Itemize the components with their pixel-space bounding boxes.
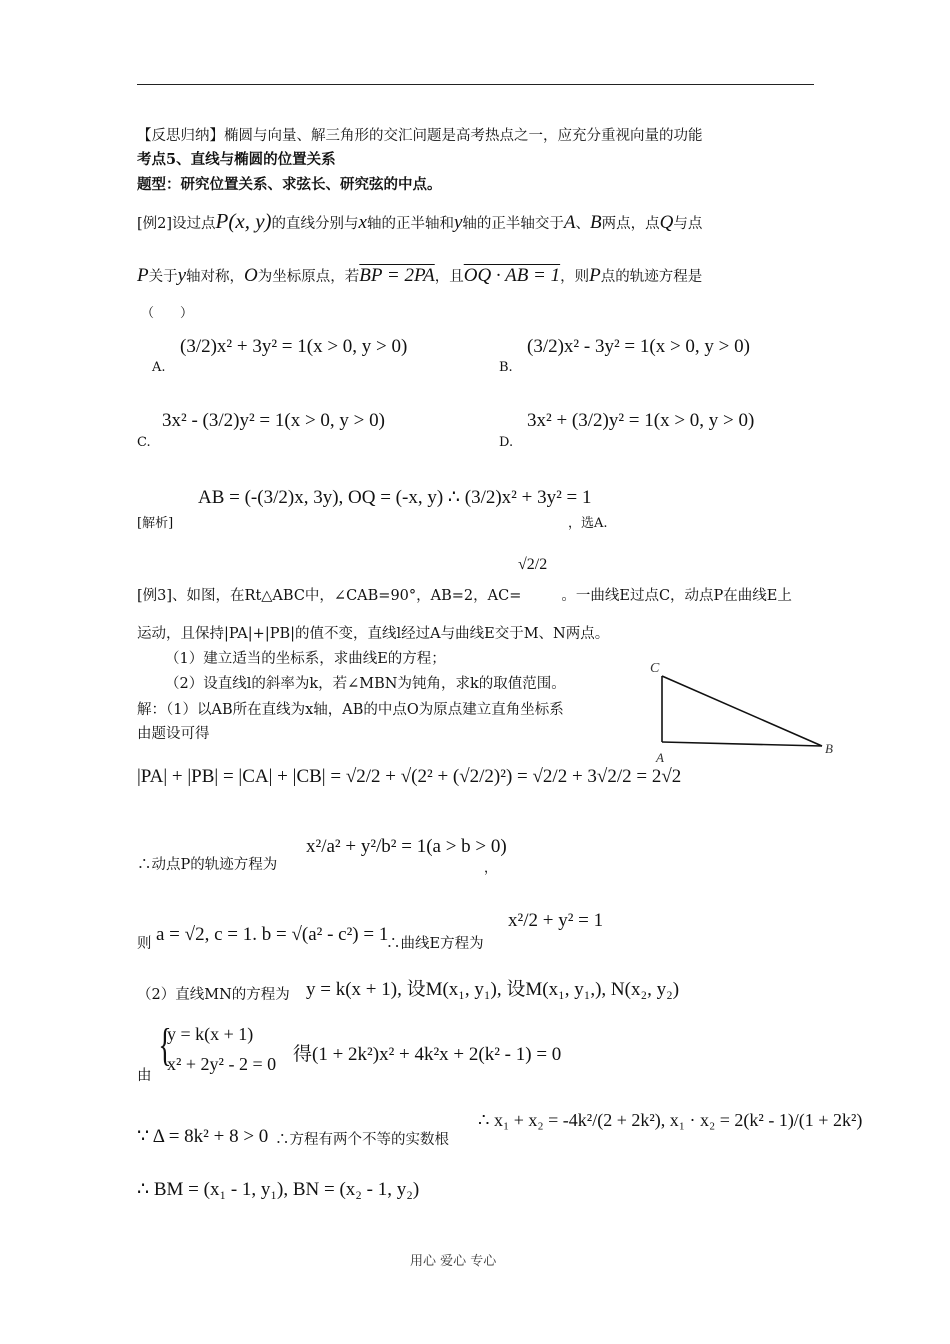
delta-eq: ∵ Δ = 8k² + 8 > 0 xyxy=(137,1126,269,1147)
locus-eq: x²/a² + y²/b² = 1(a > b > 0) xyxy=(306,836,507,857)
vertex-a-label: A xyxy=(656,750,664,765)
point-p: P(x, y) xyxy=(215,209,272,233)
locus-text: ∴动点P的轨迹方程为 xyxy=(137,857,278,873)
condition-bp: BP = 2PA xyxy=(359,265,435,286)
vectors-eq: ∴ BM = (x₁ - 1, y₁), BN = (x₂ - 1, y₂) xyxy=(137,1179,420,1200)
condition-oq: OQ · AB = 1 xyxy=(463,265,561,286)
locus-end: ， xyxy=(484,861,498,876)
triangle-figure xyxy=(640,650,840,765)
header-rule xyxy=(137,84,814,85)
system-result: 得(1 + 2k²)x² + 4k²x + 2(k² - 1) = 0 xyxy=(293,1044,562,1065)
ex3-sol2: 由题设可得 xyxy=(137,726,210,742)
analysis-label: [解析] xyxy=(137,516,174,531)
option-d-label: D. xyxy=(499,435,514,450)
params-eq: a = √2, c = 1. b = √(a² - c²) = 1 xyxy=(156,924,389,945)
system-brace: { xyxy=(158,1019,172,1070)
system-line2: x² + 2y² - 2 = 0 xyxy=(167,1054,277,1074)
ex2-line1: [例2]设过点P(x, y)的直线分别与x轴的正半轴和y轴的正半轴交于A、B两点，点Q与点 xyxy=(137,209,703,233)
question-type: 题型：研究位置关系、求弦长、研究弦的中点。 xyxy=(137,176,442,193)
section-title: 考点5、直线与椭圆的位置关系 xyxy=(137,151,336,168)
option-c-eq: 3x² - (3/2)y² = 1(x > 0, y > 0) xyxy=(162,410,385,431)
then-text: 则 xyxy=(137,936,152,952)
curve-eq: x²/2 + y² = 1 xyxy=(508,910,604,931)
ex3-line2: 运动，且保持|PA|+|PB|的值不变，直线l经过A与曲线E交于M、N两点。 xyxy=(137,626,610,642)
part2-text: （2）直线MN的方程为 xyxy=(137,987,290,1003)
part2-eq: y = k(x + 1), 设M(x₁, y₁), 设M(x₁, y₁,), N(x₂, y₂) xyxy=(306,979,680,1000)
vertex-b-label: B xyxy=(825,741,833,756)
option-d-eq: 3x² + (3/2)y² = 1(x > 0, y > 0) xyxy=(527,410,755,431)
side-cb xyxy=(662,676,822,746)
answer-paren: （ ） xyxy=(141,306,194,321)
ex3-sol1: 解：（1）以AB所在直线为x轴，AB的中点O为原点建立直角坐标系 xyxy=(137,702,564,718)
ex3-q1: （1）建立适当的坐标系，求曲线E的方程； xyxy=(165,651,446,667)
ex3-q2: （2）设直线l的斜率为k，若∠MBN为钝角，求k的取值范围。 xyxy=(165,676,566,692)
footer: 用心 爱心 专心 xyxy=(410,1254,497,1269)
reflection-text: 【反思归纳】椭圆与向量、解三角形的交汇问题是高考热点之一，应充分重视向量的功能 xyxy=(137,128,703,144)
ex2-line2: P关于y轴对称，O为坐标原点，若BP = 2PA，且OQ · AB = 1，则P点的轨迹方程是 xyxy=(137,265,703,286)
ac-value: √2/2 xyxy=(518,556,548,573)
distance-eq: |PA| + |PB| = |CA| + |CB| = √2/2 + √(2² + (√2/2)²) = √2/2 + 3√2/2 = 2√2 xyxy=(137,766,682,787)
analysis-math: AB = (-(3/2)x, 3y), OQ = (-x, y) ∴ (3/2)x² + 3y² = 1 xyxy=(198,487,592,508)
option-b-label: B. xyxy=(499,360,513,375)
option-b-eq: (3/2)x² - 3y² = 1(x > 0, y > 0) xyxy=(527,336,750,357)
option-a-eq: (3/2)x² + 3y² = 1(x > 0, y > 0) xyxy=(180,336,408,357)
side-ab xyxy=(662,742,822,746)
option-c-label: C. xyxy=(137,435,151,450)
system-line1: y = k(x + 1) xyxy=(167,1024,254,1044)
vieta-eq: ∴ x₁ + x₂ = -4k²/(2 + 2k²), x₁ · x₂ = 2(k² - 1)/(1 + 2k²) xyxy=(478,1110,863,1130)
system-from: 由 xyxy=(137,1068,152,1084)
curve-text: ∴曲线E方程为 xyxy=(386,936,484,952)
analysis-end: ，选A. xyxy=(568,516,608,531)
ex3-line1: [例3]、如图，在Rt△ABC中，∠CAB=90°，AB=2，AC= 。一曲线E过点C，动点P在曲线E上 xyxy=(137,588,792,604)
option-a-label: A. xyxy=(152,360,166,375)
vertex-c-label: C xyxy=(650,661,660,676)
delta-text: ∴方程有两个不等的实数根 xyxy=(275,1132,449,1148)
